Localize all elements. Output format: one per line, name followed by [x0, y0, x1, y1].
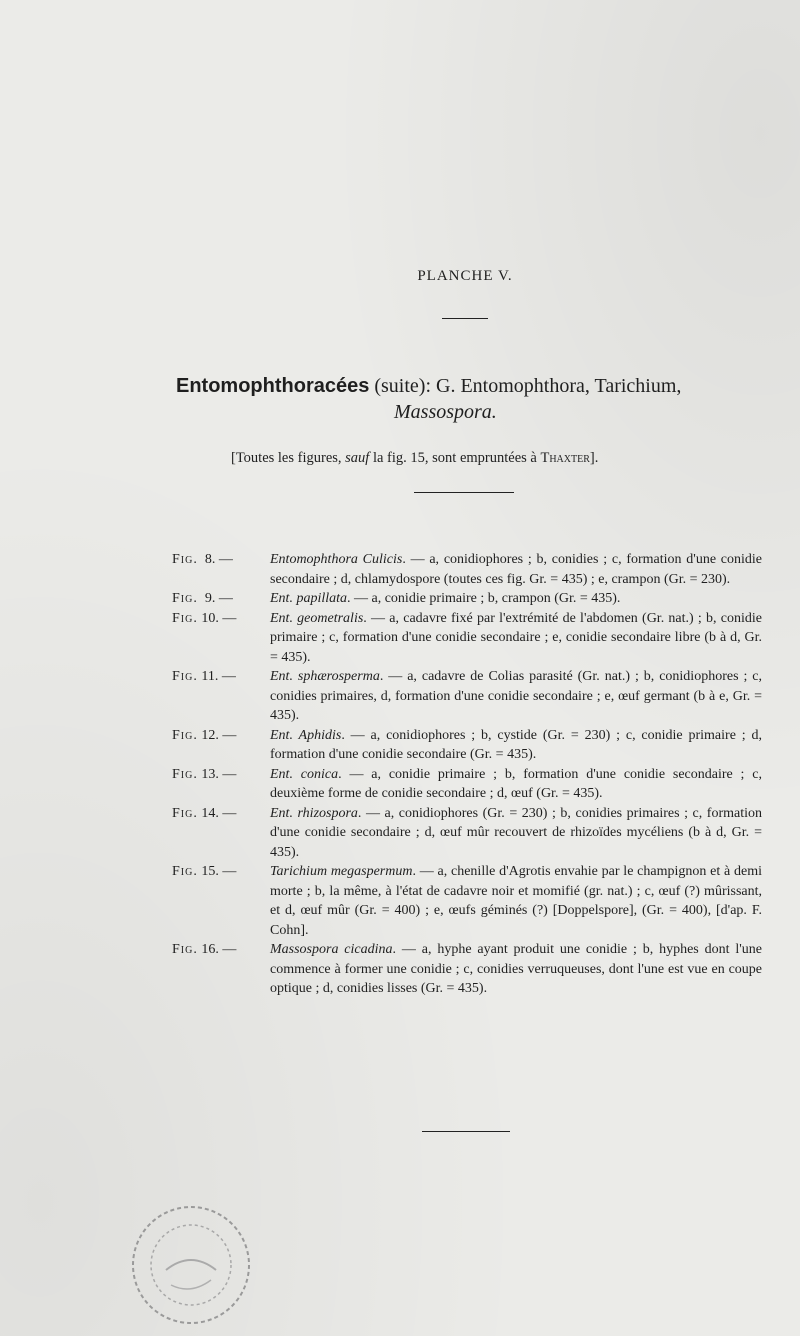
figure-list	[172, 550, 762, 999]
divider-top	[442, 318, 488, 319]
figure-entry: Fig. 10. — Ent. geometralis. — a, cadavre fixé par l'extrémité de l'abdomen (Gr. nat.) ; b, conidie primaire ; c, formation d'une conidie secondaire ; e, conidie secondaire libre (b à d, Gr. = 435).	[172, 610, 763, 665]
title-genera-line2: Massospora.	[394, 401, 497, 423]
figure-entry: Fig. 14. — Ent. rhizospora. — a, conidiophores (Gr. = 230) ; b, conidies primaires ; c, formation d'une conidie secondaire ; d, œuf mûr recouvert de rhizoïdes mycéliens (b à d, Gr. = 435).	[172, 805, 762, 860]
section-title	[176, 373, 776, 425]
figure-entry: Fig. 16. — Massospora cicadina. — a, hyphe ayant produit une conidie ; b, hyphes dont l'une commence à former une conidie ; c, conidies verruqueuses, dont l'une est vue en coupe optique ; d, conidies lisses (Gr. = 435).	[172, 942, 762, 996]
figure-entry: Fig. 9. — Ent. papillata. — a, conidie primaire ; b, crampon (Gr. = 435).	[172, 591, 621, 606]
figure-entry: Fig. 8. — Entomophthora Culicis. — a, conidiophores ; b, conidies ; c, formation d'une conidie secondaire ; d, chlamydospore (toutes ces fig. Gr. = 435) ; e, crampon (Gr. = 230).	[172, 552, 762, 587]
title-family: Entomophthoracées	[176, 375, 370, 397]
credit-author: Thaxter	[540, 450, 590, 466]
plate-title: PLANCHE V.	[417, 268, 513, 284]
figure-entry: Fig. 11. — Ent. sphærosperma. — a, cadavre de Colias parasité (Gr. nat.) ; b, conidiophores ; c, conidies primaires, d, formation d'une conidie secondaire ; e, œuf germant (b à e, Gr. = 435).	[172, 669, 762, 723]
divider-middle	[414, 492, 514, 493]
divider-bottom	[422, 1131, 510, 1132]
figure-entry: Fig. 13. — Ent. conica. — a, conidie primaire ; b, formation d'une conidie secondaire ; c, deuxième forme de conidie secondaire ; d, œuf (Gr. = 435).	[172, 766, 763, 801]
title-genera-line1: (suite): G. Entomophthora, Tarichium,	[369, 375, 682, 397]
figure-entry: Fig. 12. — Ent. Aphidis. — a, conidiophores ; b, cystide (Gr. = 230) ; c, conidie primaire ; d, formation d'une conidie secondaire (Gr. = 435).	[172, 727, 763, 762]
figure-entry: Fig. 15. — Tarichium megaspermum. — a, chenille d'Agrotis envahie par le champignon et à demi morte ; b, la même, à l'état de cadavre noir et momifié (gr. nat.) ; c, œuf (?) mûrissant, et d, œuf mûr (Gr. = 400) ; e, œufs géminés (?) [Doppelspore], (Gr. = 400), [d'ap. F. Cohn].	[172, 864, 762, 938]
figure-credit: [Toutes les figures, sauf la fig. 15, sont empruntées à Thaxter].	[231, 450, 599, 466]
library-stamp	[126, 1200, 256, 1330]
